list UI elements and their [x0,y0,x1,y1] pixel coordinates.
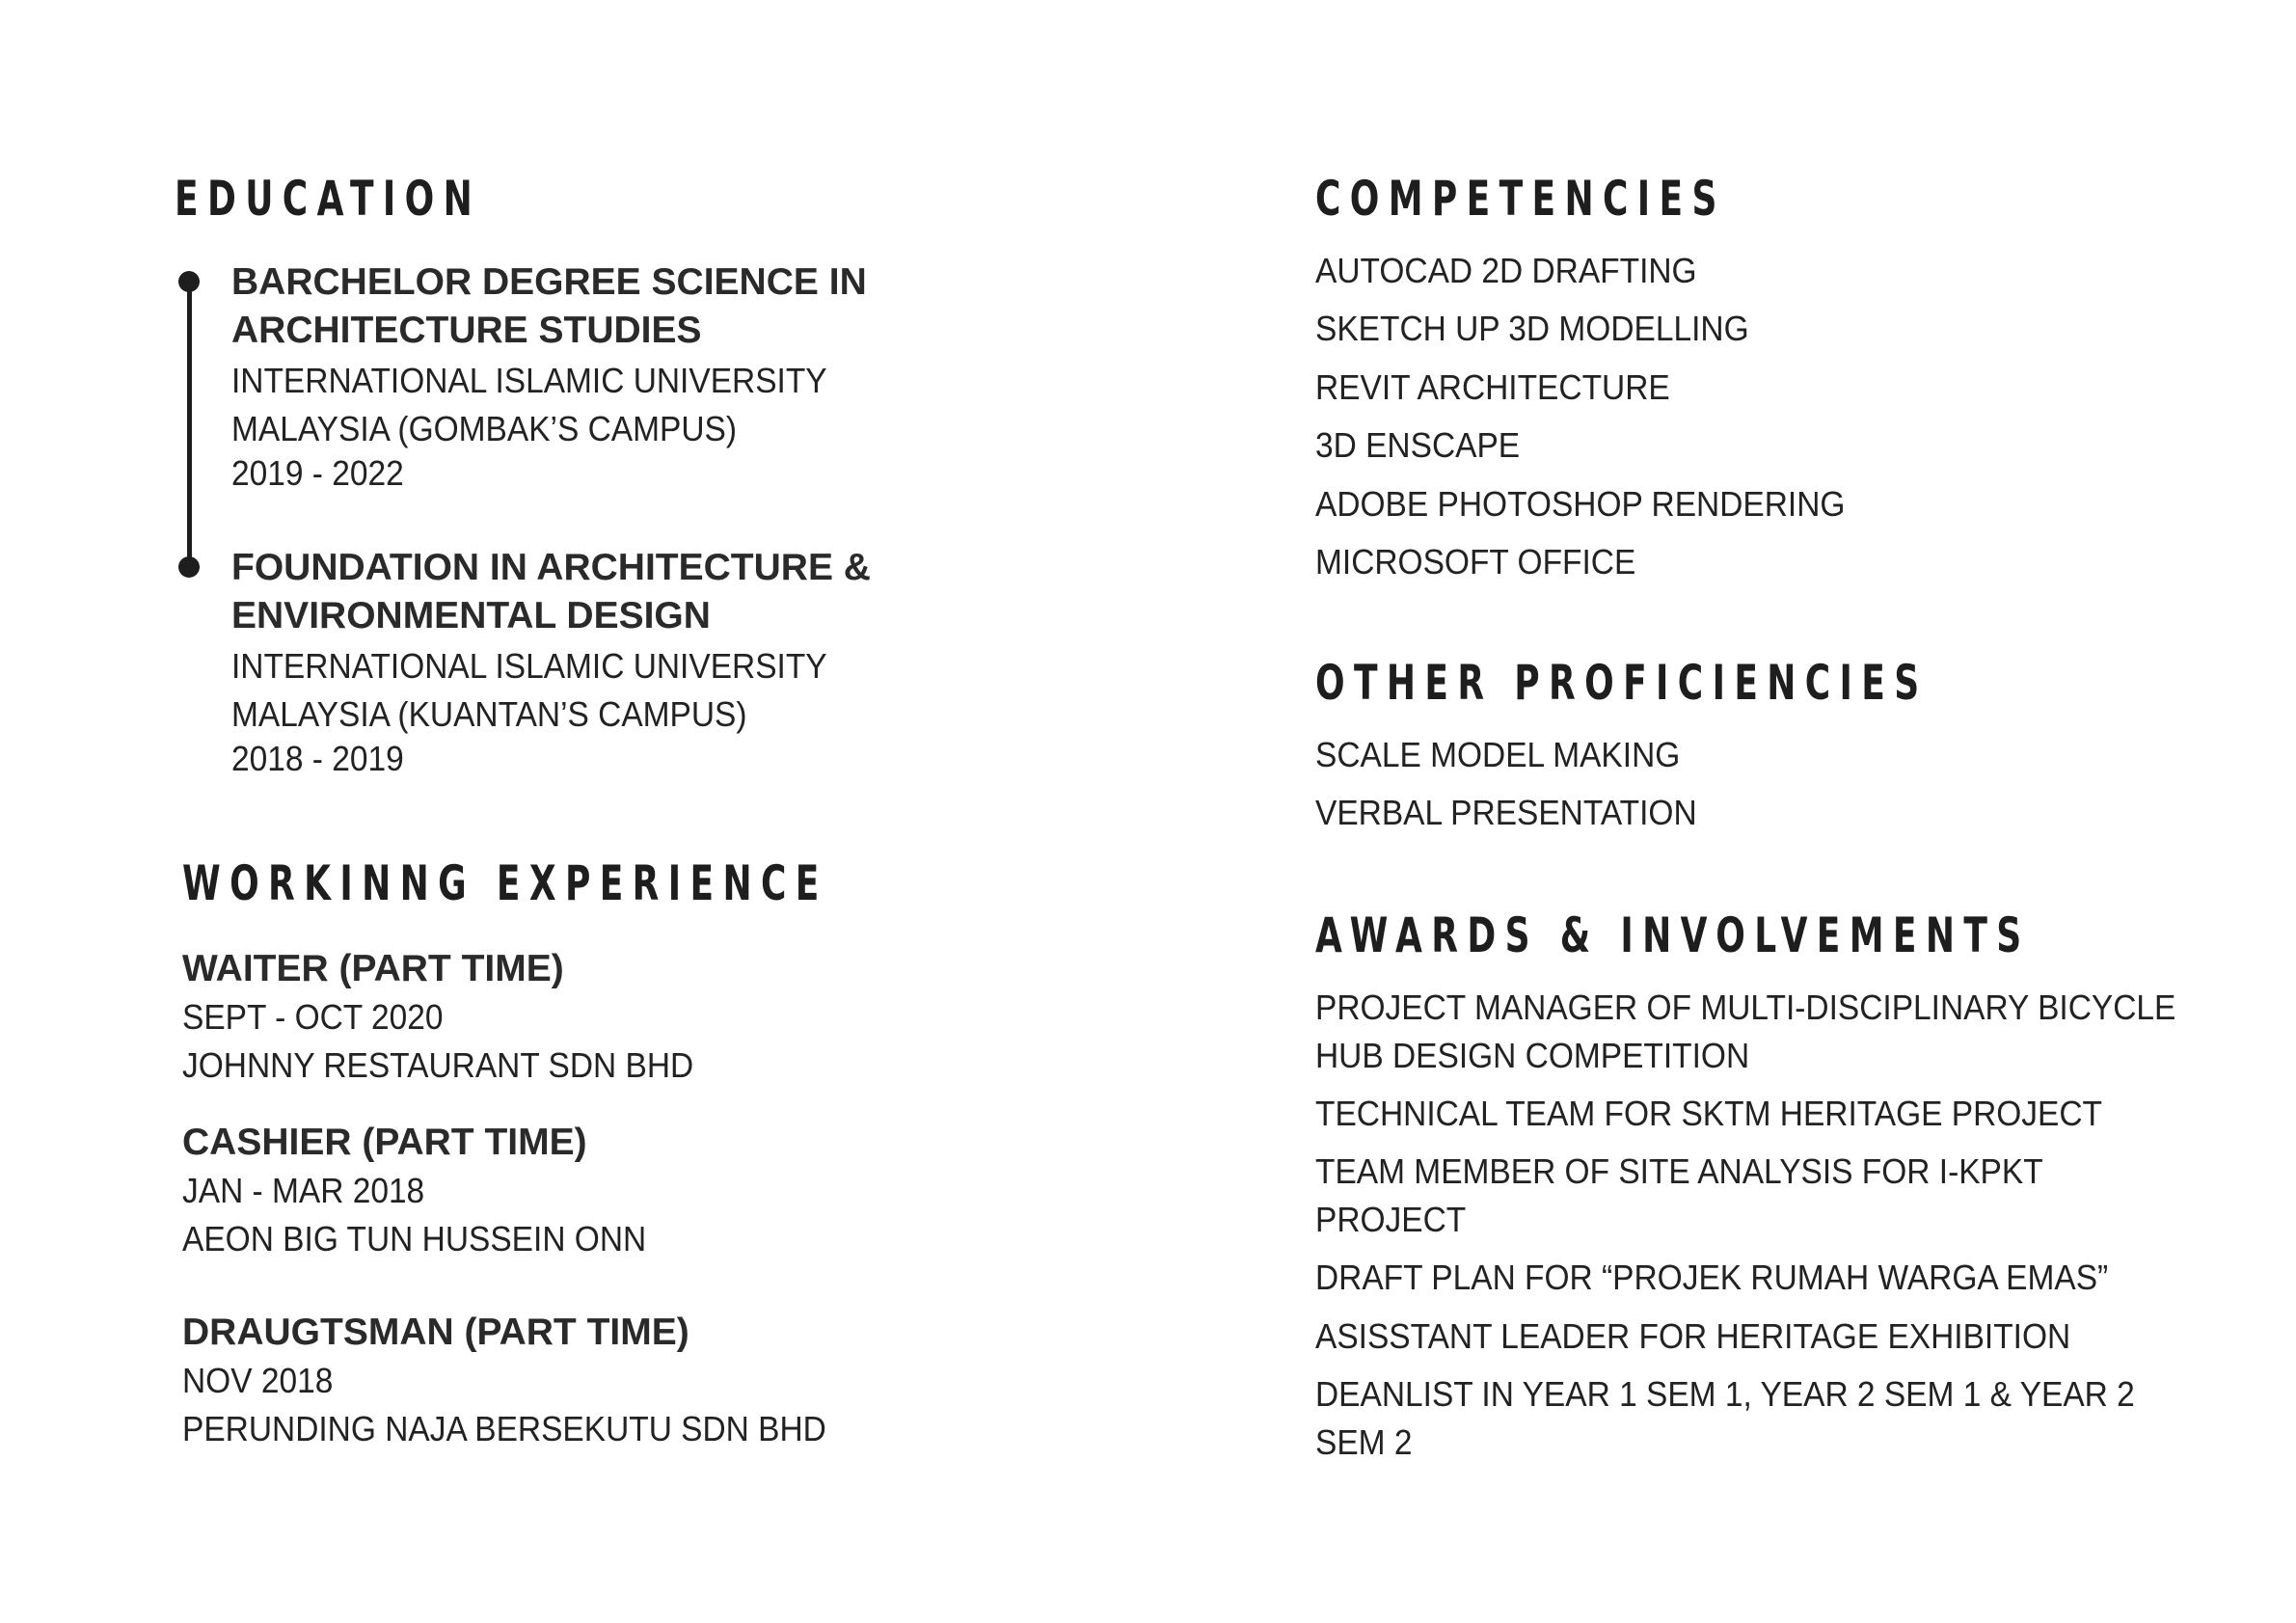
education-years: 2019 - 2022 [231,453,404,493]
education-timeline-line [187,282,192,567]
institution-line: INTERNATIONAL ISLAMIC UNIVERSITY [231,646,827,686]
job-title: CASHIER (PART TIME) [182,1122,587,1163]
job-employer: AEON BIG TUN HUSSEIN ONN [182,1219,647,1258]
proficiency-item: VERBAL PRESENTATION [1315,793,1697,832]
education-years: 2018 - 2019 [231,739,404,778]
other-proficiencies-heading: OTHER PROFICIENCIES [1315,655,1929,711]
job-period: SEPT - OCT 2020 [182,997,444,1037]
job-period: NOV 2018 [182,1361,334,1400]
competency-item: REVIT ARCHITECTURE [1315,367,1670,407]
competencies-heading: COMPETENCIES [1315,171,1726,227]
timeline-dot [178,271,200,292]
degree-title-line: ARCHITECTURE STUDIES [231,310,702,351]
award-line: HUB DESIGN COMPETITION [1315,1036,1750,1075]
degree-title-line: BARCHELOR DEGREE SCIENCE IN [231,261,867,303]
job-title: DRAUGTSMAN (PART TIME) [182,1312,689,1353]
competency-item: SKETCH UP 3D MODELLING [1315,309,1749,348]
award-line: PROJECT [1315,1200,1467,1239]
degree-title-line: ENVIRONMENTAL DESIGN [231,595,711,636]
competency-item: AUTOCAD 2D DRAFTING [1315,251,1697,290]
job-employer: PERUNDING NAJA BERSEKUTU SDN BHD [182,1409,826,1448]
job-period: JAN - MAR 2018 [182,1171,425,1210]
degree-title-line: FOUNDATION IN ARCHITECTURE & [231,547,871,588]
award-line: ASISSTANT LEADER FOR HERITAGE EXHIBITION [1315,1316,2071,1356]
experience-heading: WORKINNG EXPERIENCE [182,855,828,911]
institution-line: MALAYSIA (GOMBAK’S CAMPUS) [231,409,738,448]
competency-item: MICROSOFT OFFICE [1315,542,1636,582]
award-line: DRAFT PLAN FOR “PROJEK RUMAH WARGA EMAS” [1315,1258,2109,1297]
institution-line: INTERNATIONAL ISLAMIC UNIVERSITY [231,361,827,400]
award-line: DEANLIST IN YEAR 1 SEM 1, YEAR 2 SEM 1 & YEAR 2 [1315,1374,2135,1414]
job-employer: JOHNNY RESTAURANT SDN BHD [182,1045,694,1085]
award-line: PROJECT MANAGER OF MULTI-DISCIPLINARY BICYCLE [1315,987,2176,1027]
competency-item: ADOBE PHOTOSHOP RENDERING [1315,484,1846,524]
award-line: TECHNICAL TEAM FOR SKTM HERITAGE PROJECT [1315,1094,2103,1133]
job-title: WAITER (PART TIME) [182,948,564,989]
timeline-dot [178,556,200,578]
competency-item: 3D ENSCAPE [1315,425,1521,465]
award-line: TEAM MEMBER OF SITE ANALYSIS FOR I-KPKT [1315,1151,2043,1191]
institution-line: MALAYSIA (KUANTAN’S CAMPUS) [231,694,747,734]
education-heading: EDUCATION [175,171,482,227]
award-line: SEM 2 [1315,1422,1413,1462]
awards-heading: AWARDS & INVOLVEMENTS [1315,907,2031,963]
proficiency-item: SCALE MODEL MAKING [1315,735,1681,774]
